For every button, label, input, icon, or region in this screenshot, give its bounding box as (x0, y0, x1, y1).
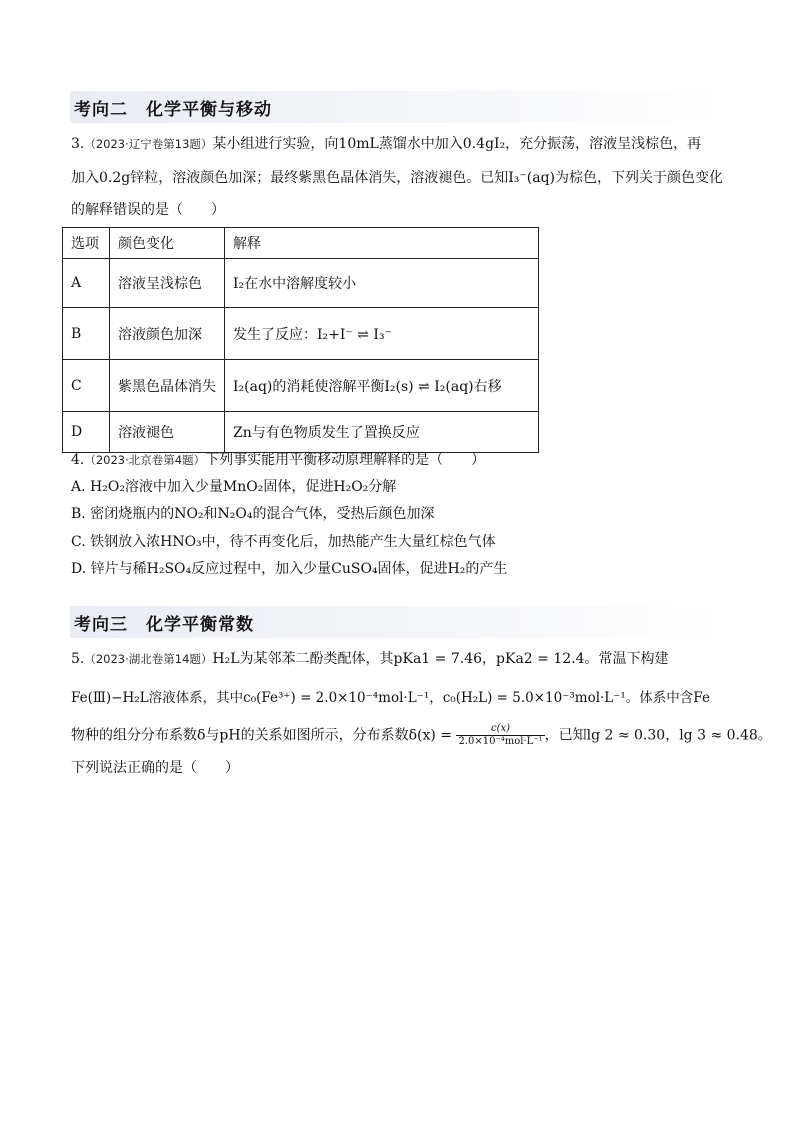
table-row: D 溶液褪色 Zn与有色物质发生了置换反应 (63, 412, 539, 453)
q3-number: 3. (71, 136, 85, 152)
q5-line-3: 物种的组分分布系数δ与pH的关系如图所示，分布系数δ(x) = $\frac{c(x)}{\text{2.0×10⁻⁴mol·L⁻¹}}$ ，已知lg 2 ≈ 0.30，lg 3 ≈ 0.48。 (71, 723, 772, 747)
table-header-row (63, 228, 539, 259)
q5-source: （2023·湖北卷第14题） (84, 652, 213, 666)
q4-source: （2023·北京卷第4题） (84, 453, 206, 467)
q3-line-2: 加入0.2g锌粒，溶液颜色加深；最终紫黑色晶体消失，溶液褪色。已知I₃⁻(aq)为棕色，下列关于颜色变化 (71, 170, 723, 186)
q4-option-d: D. 锌片与稀H₂SO₄反应过程中，加入少量CuSO₄固体，促进H₂的产生 (71, 561, 508, 577)
q5-line-4: 下列说法正确的是（ ） (71, 760, 239, 776)
q3-options-table (62, 227, 539, 453)
q4-stem: 4.（2023·北京卷第4题）下列事实能用平衡移动原理解释的是（ ） (71, 452, 486, 468)
q4-option-a: A. H₂O₂溶液中加入少量MnO₂固体，促进H₂O₂分解 (71, 479, 397, 495)
table-row: C 紫黑色晶体消失 I₂(aq)的消耗使溶解平衡I₂(s) ⇌ I₂(aq)右移 (63, 360, 539, 412)
table-row: A 溶液呈浅棕色 I₂在水中溶解度较小 (63, 259, 539, 308)
q4-option-c: C. 铁钢放入浓HNO₃中，待不再变化后，加热能产生大量红棕色气体 (71, 534, 496, 550)
q5-line-2: Fe(Ⅲ)−H₂L溶液体系，其中c₀(Fe³⁺) = 2.0×10⁻⁴mol·L⁻¹，c₀(H₂L) = 5.0×10⁻³mol·L⁻¹。体系中含Fe (71, 690, 710, 706)
section-heading-3: 考向三 化学平衡常数 (70, 606, 724, 638)
q4-option-b: B. 密闭烧瓶内的NO₂和N₂O₄的混合气体，受热后颜色加深 (71, 506, 435, 522)
header-option: 选项 (63, 228, 110, 259)
triiodide-formula: I₃⁻(aq) (508, 170, 555, 186)
distribution-fraction: $\frac{c(x)}{\text{2.0×10⁻⁴mol·L⁻¹}}$ (458, 723, 543, 747)
q3-line-3: 的解释错误的是（ ） (71, 202, 225, 218)
section-heading-2: 考向二 化学平衡与移动 (70, 91, 724, 123)
q5-number: 5. (71, 651, 85, 667)
table-row: B 溶液颜色加深 发生了反应：I₂+I⁻ ⇌ I₃⁻ (63, 308, 539, 360)
q3-text-1: 某小组进行实验，向10mL蒸馏水中加入0.4gI₂，充分振荡，溶液呈浅棕色，再 (212, 136, 702, 152)
header-change: 颜色变化 (110, 228, 225, 259)
q3-source: （2023·辽宁卷第13题） (84, 137, 213, 151)
header-explain: 解释 (225, 228, 539, 259)
q5-line-1: 5.（2023·湖北卷第14题）H₂L为某邻苯二酚类配体，其pKa1 = 7.46，pKa2 = 12.4。常温下构建 (71, 651, 669, 667)
q4-number: 4. (71, 452, 85, 468)
q3-line-1 (71, 134, 701, 154)
